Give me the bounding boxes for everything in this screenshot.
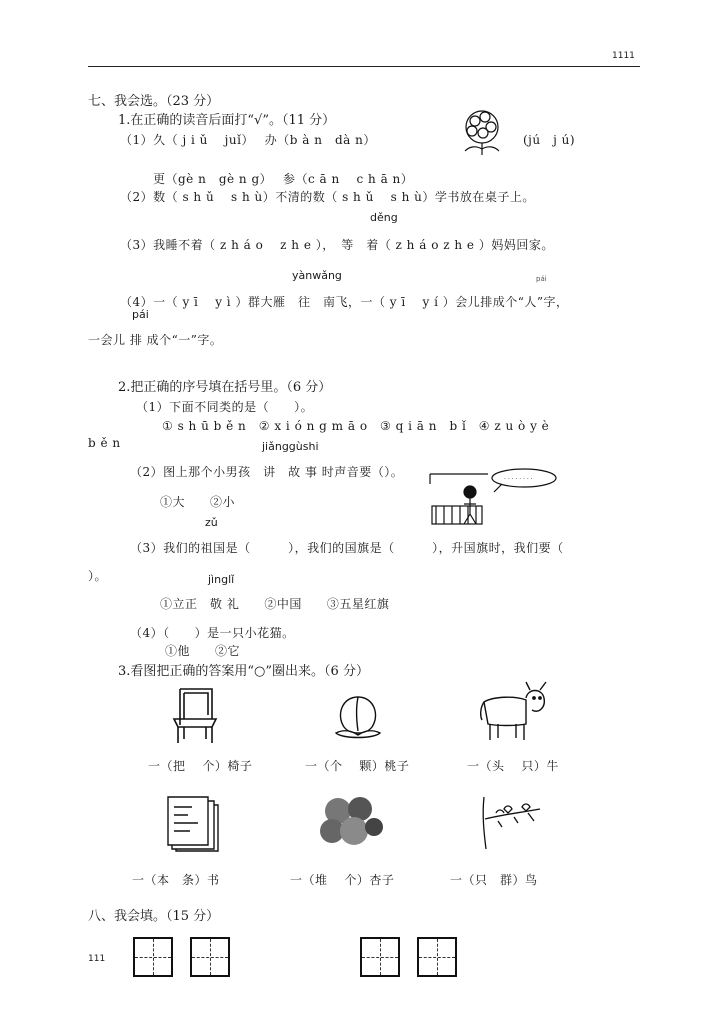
q1-title: 1.在正确的读音后面打“√”。（11 分） <box>118 113 336 128</box>
section-7-title: 七、我会选。（23 分） <box>88 94 220 109</box>
q3-apricot: 一（堆 个）杏子 <box>290 873 395 887</box>
writing-grid-box[interactable] <box>417 937 457 977</box>
pinyin-deng: děng <box>370 211 398 224</box>
pinyin-pai: pái <box>132 308 149 321</box>
pinyin-jingli: jìnglǐ <box>208 573 235 586</box>
q3-peach: 一（个 颗）桃子 <box>305 759 410 773</box>
q3-book: 一（本 条）书 <box>132 873 220 887</box>
q2-sub1-options: ① s h ū b ě n ② x i ó n g m ā o ③ q i ā n b ǐ ④ z u ò y è <box>162 419 550 433</box>
q1-line4-continued: 一会儿 排 成个“一”字。 <box>88 333 223 347</box>
pinyin-jianggushi: jiǎnggùshi <box>262 440 319 453</box>
apricots-picture <box>318 793 384 849</box>
q2-sub4-options: ①他 ②它 <box>165 644 241 658</box>
q1-line1c: 更（gè n gè n g） 参（c ā n c h ā n） <box>153 172 414 186</box>
q2-sub4: （4）（ ）是一只小花猫。 <box>130 626 295 640</box>
q1-line1-options: (jú j ú) <box>523 133 576 147</box>
q2-sub1-wrap: b ě n <box>88 436 121 450</box>
pinyin-zu: zǔ <box>205 516 218 529</box>
flower-picture <box>455 105 509 157</box>
q1-line4: （4）一（ y ī y ì ）群大雁 往 南飞，一（ y ī y í ）会儿排成个“人”字， <box>120 295 569 309</box>
storytelling-boy-picture <box>428 466 558 528</box>
q1-line1: （1）久（ j i ǔ juǐ） 办（b à n dà n） <box>120 133 376 147</box>
page-number-bottom: 111 <box>88 954 106 964</box>
cow-picture <box>476 680 550 742</box>
svg-text:· · · · · · · ·: · · · · · · · · <box>504 476 533 483</box>
q2-sub2: （2）图上那个小男孩 讲 故 事 时声音要（）。 <box>130 465 404 479</box>
book-picture <box>162 793 222 853</box>
birds-on-branch-picture <box>474 795 544 851</box>
writing-grid-box[interactable] <box>360 937 400 977</box>
q2-sub3: （3）我们的祖国是（ ），我们的国旗是（ ），升国旗时，我们要（ <box>130 541 564 555</box>
chair-picture <box>170 685 220 745</box>
writing-grid-box[interactable] <box>133 937 173 977</box>
q3-chair: 一（把 个）椅子 <box>148 759 253 773</box>
pinyin-yanwang: yànwǎng <box>292 269 342 282</box>
pinyin-pai-small: pái <box>536 275 547 283</box>
q3-cow: 一（头 只）牛 <box>467 759 559 773</box>
q3-title: 3.看图把正确的答案用“○”圈出来。（6 分） <box>118 664 369 679</box>
q1-line3: （3）我睡不着（ z h á o z h e ）， 等 着（ z h á o z h e ）妈妈回家。 <box>120 238 554 252</box>
q1-line2: （2）数（ s h ǔ s h ù）不清的数（ s h ǔ s h ù）学书放在桌子上。 <box>120 190 535 204</box>
q2-title: 2.把正确的序号填在括号里。（6 分） <box>118 380 332 395</box>
q3-bird: 一（只 群）鸟 <box>450 873 538 887</box>
q2-sub3-wrap: ）。 <box>88 569 108 583</box>
page-number-top: 1111 <box>612 51 635 61</box>
q2-sub1: （1）下面不同类的是（ ）。 <box>136 400 314 414</box>
q2-sub2-options: ①大 ②小 <box>160 495 236 509</box>
section-8-title: 八、我会填。（15 分） <box>88 909 220 924</box>
q2-sub3-options: ①立正 敬 礼 ②中国 ③五星红旗 <box>160 597 390 611</box>
header-rule <box>88 66 640 67</box>
writing-grid-box[interactable] <box>190 937 230 977</box>
peach-picture <box>330 685 386 741</box>
